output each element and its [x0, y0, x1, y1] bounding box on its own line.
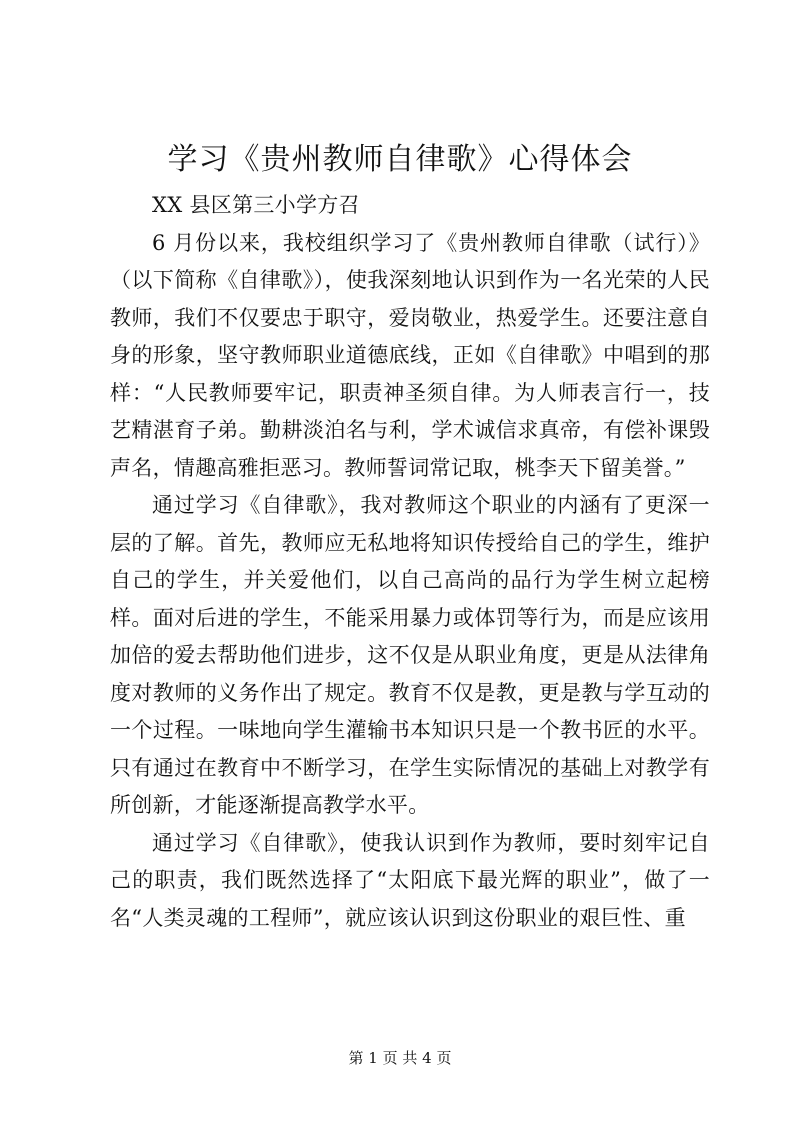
document-title: 学习《贵州教师自律歌》心得体会 — [167, 142, 633, 177]
paragraph-2: 通过学习《自律歌》，我对教师这个职业的内涵有了更深一层的了解。首先，教师应无私地将知识传授给自己的学生，维护自己的学生，并关爱他们，以自己高尚的品行为学生树立起榜样。面对后进的学生，不能采用暴力或体罚等行为，而是应该用加倍的爱去帮助他们进步，这不仅是从职业角度，更是从法律角度对教师的义务作出了规定。教育不仅是教，更是教与学互动的一个过程。一味地向学生灌输书本知识只是一个教书匠的水平。只有通过在教育中不断学习，在学生实际情况的基础上对教学有所创新，才能逐渐提高教学水平。 — [110, 493, 710, 817]
page-footer: 第 1 页 共 4 页 — [348, 1049, 452, 1067]
paragraph-1: 6 月份以来，我校组织学习了《贵州教师自律歌（试行）》（以下简称《自律歌》），使我深刻地认识到作为一名光荣的人民教师，我们不仅要忠于职守，爱岗敬业，热爱学生。还要注意自身的形象，坚守教师职业道德底线，正如《自律歌》中唱到的那样：“人民教师要牢记，职责神圣须自律。为人师表言行一，技艺精湛育子弟。勤耕淡泊名与利，学术诚信求真帝，有偿补课毁声名，情趣高雅拒恶习。教师誓词常记取，桃李天下留美誉。” — [110, 230, 710, 480]
document-body — [110, 187, 710, 937]
paragraph-3: 通过学习《自律歌》，使我认识到作为教师，要时刻牢记自己的职责，我们既然选择了“太阳底下最光辉的职业”，做了一名“人类灵魂的工程师”，就应该认识到这份职业的艰巨性、重 — [110, 830, 710, 930]
author-line: XX 县区第三小学方召 — [152, 193, 360, 217]
